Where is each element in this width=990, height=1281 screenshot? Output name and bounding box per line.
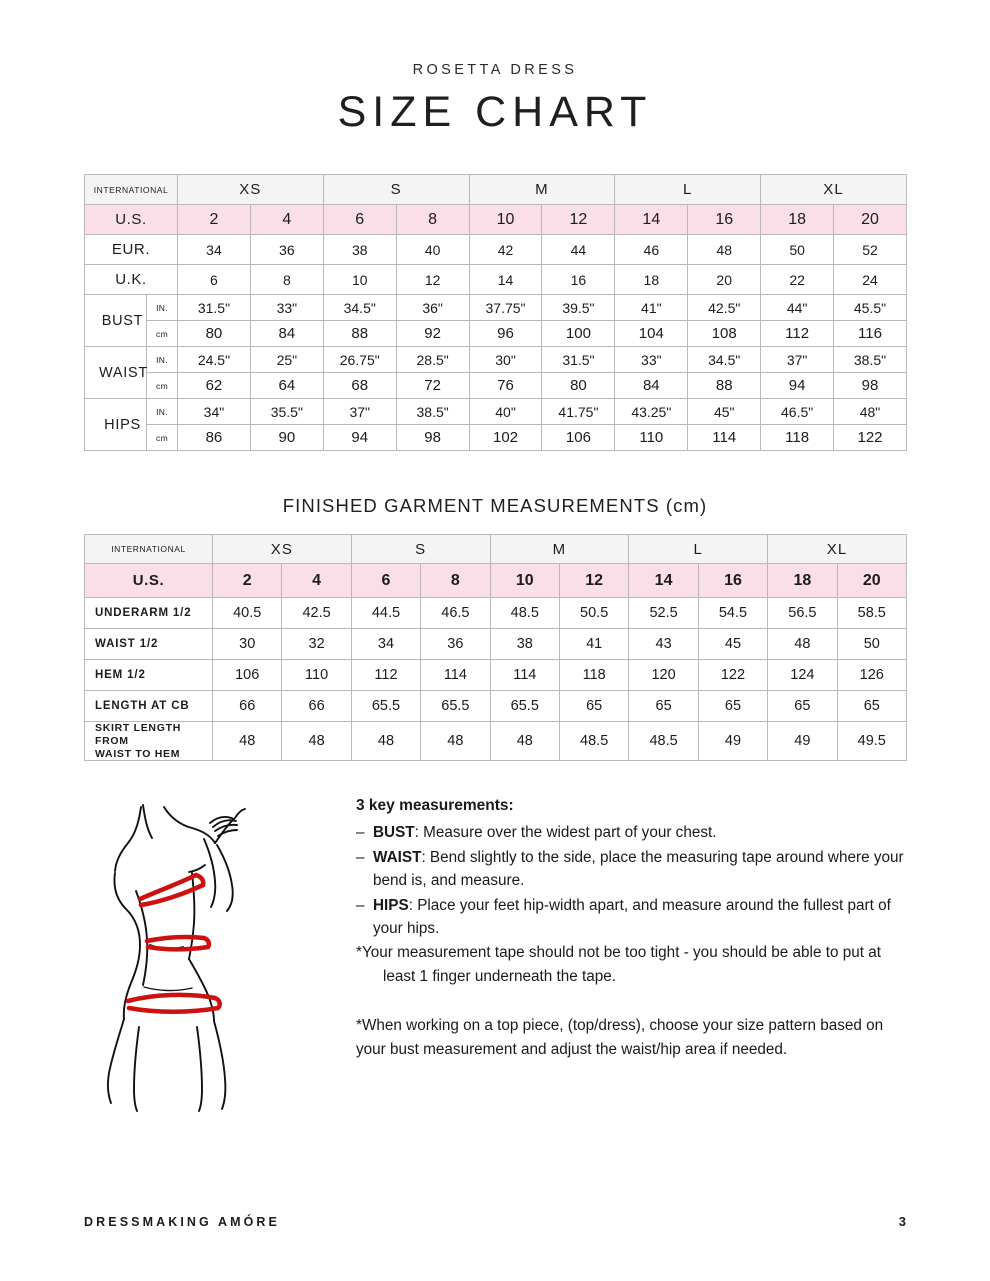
table-cell: 41: [559, 629, 628, 660]
international-label: INTERNATIONAL: [85, 535, 213, 564]
measurement-label-hips: HIPS: [85, 399, 147, 451]
table-row: [85, 425, 907, 451]
table-cell: 104: [615, 321, 688, 347]
table-row: [85, 347, 907, 373]
us-size-value: 10: [469, 205, 542, 235]
table-cell: 48: [421, 722, 490, 761]
table-cell: 24: [834, 265, 907, 295]
size-group-xs: XS: [178, 175, 324, 205]
table-cell: 76: [469, 373, 542, 399]
us-size-value: 8: [396, 205, 469, 235]
table-cell: 34": [178, 399, 251, 425]
garment-row-label: UNDERARM 1/2: [85, 598, 213, 629]
table-cell: 35.5": [250, 399, 323, 425]
table-cell: 48.5: [559, 722, 628, 761]
table-cell: 36": [396, 295, 469, 321]
table-cell: 38.5": [396, 399, 469, 425]
table-cell: 98: [834, 373, 907, 399]
table-cell: 48.5: [490, 598, 559, 629]
table-row: [85, 598, 907, 629]
table-cell: 44: [542, 235, 615, 265]
table-cell: 88: [323, 321, 396, 347]
table-cell: 37.75": [469, 295, 542, 321]
garment-row-label: WAIST 1/2: [85, 629, 213, 660]
dash-bullet: –: [356, 848, 365, 866]
us-size-value: 4: [250, 205, 323, 235]
table-cell: 54.5: [698, 598, 767, 629]
table-row: [85, 321, 907, 347]
table-cell: 114: [490, 660, 559, 691]
table-cell: 8: [250, 265, 323, 295]
us-size-value: 16: [698, 564, 767, 598]
table-cell: 50.5: [559, 598, 628, 629]
document-header: [0, 0, 990, 134]
row-label: U.K.: [85, 265, 178, 295]
us-label: U.S.: [85, 564, 213, 598]
us-size-row: [85, 564, 907, 598]
size-group-m: M: [469, 175, 615, 205]
table-cell: 43: [629, 629, 698, 660]
table-cell: 122: [834, 425, 907, 451]
table-cell: 42: [469, 235, 542, 265]
table-cell: 112: [761, 321, 834, 347]
table-cell: 48: [282, 722, 351, 761]
page-footer: [84, 1214, 906, 1229]
waist-tape: [147, 937, 204, 941]
table-cell: 31.5": [542, 347, 615, 373]
size-group-l: L: [615, 175, 761, 205]
us-size-value: 10: [490, 564, 559, 598]
table-cell: 84: [615, 373, 688, 399]
table-cell: 48: [490, 722, 559, 761]
key-measurement-item: – HIPS: Place your feet hip-width apart, and measure around the fullest part of your hips.: [356, 894, 906, 941]
table-cell: 100: [542, 321, 615, 347]
international-row: [85, 175, 907, 205]
table-cell: 126: [837, 660, 906, 691]
table-cell: 72: [396, 373, 469, 399]
size-group-xs: XS: [213, 535, 352, 564]
table-cell: 49: [768, 722, 837, 761]
table-cell: 114: [421, 660, 490, 691]
table-cell: 20: [688, 265, 761, 295]
size-group-s: S: [323, 175, 469, 205]
table-cell: 110: [615, 425, 688, 451]
table-cell: 24.5": [178, 347, 251, 373]
table-cell: 44": [761, 295, 834, 321]
us-size-value: 2: [178, 205, 251, 235]
table-row: [85, 373, 907, 399]
table-cell: 96: [469, 321, 542, 347]
table-row: [85, 399, 907, 425]
table-cell: 6: [178, 265, 251, 295]
us-size-value: 2: [213, 564, 282, 598]
table-cell: 12: [396, 265, 469, 295]
table-cell: 65: [559, 691, 628, 722]
table-cell: 46.5": [761, 399, 834, 425]
waist-tape-front: [148, 947, 208, 949]
table-cell: 48: [768, 629, 837, 660]
table-cell: 34: [178, 235, 251, 265]
table-cell: 39.5": [542, 295, 615, 321]
tape-tightness-note: *Your measurement tape should not be too tight - you should be able to put at least 1 finger underneath the tape.: [356, 944, 881, 985]
us-label: U.S.: [85, 205, 178, 235]
table-row: [85, 660, 907, 691]
table-cell: 49: [698, 722, 767, 761]
measurement-term: WAIST: [373, 848, 422, 866]
us-size-value: 18: [768, 564, 837, 598]
hip-tape: [128, 995, 215, 1001]
table-cell: 58.5: [837, 598, 906, 629]
table-cell: 52.5: [629, 598, 698, 629]
notes-heading: 3 key measurements:: [356, 797, 514, 815]
table-cell: 65: [698, 691, 767, 722]
table-cell: 38: [323, 235, 396, 265]
finished-garment-table: [84, 534, 907, 761]
measurement-term: HIPS: [373, 896, 409, 914]
table-cell: 90: [250, 425, 323, 451]
table-cell: 45": [688, 399, 761, 425]
garment-row-label: LENGTH AT CB: [85, 691, 213, 722]
international-label: INTERNATIONAL: [85, 175, 178, 205]
hip-tape-front: [129, 1008, 218, 1012]
table-cell: 38: [490, 629, 559, 660]
table-cell: 22: [761, 265, 834, 295]
table-cell: 48: [213, 722, 282, 761]
table-cell: 65: [837, 691, 906, 722]
measurement-label-waist: WAIST: [85, 347, 147, 399]
table-cell: 10: [323, 265, 396, 295]
table-cell: 118: [761, 425, 834, 451]
page-title: SIZE CHART: [337, 88, 653, 136]
table-cell: 108: [688, 321, 761, 347]
measurement-notes: [356, 789, 906, 1076]
us-size-value: 16: [688, 205, 761, 235]
table-cell: 42.5": [688, 295, 761, 321]
table-cell: 28.5": [396, 347, 469, 373]
table-cell: 45: [698, 629, 767, 660]
unit-inch-label: IN.: [147, 347, 178, 373]
us-size-row: [85, 205, 907, 235]
size-group-l: L: [629, 535, 768, 564]
table-cell: 25": [250, 347, 323, 373]
size-chart-table-wrapper: [0, 174, 990, 451]
row-label: EUR.: [85, 235, 178, 265]
table-cell: 50: [761, 235, 834, 265]
top-piece-note: *When working on a top piece, (top/dress), choose your size pattern based on your bust measurement and adjust the waist/hip area if needed.: [356, 1017, 884, 1058]
table-cell: 43.25": [615, 399, 688, 425]
dash-bullet: –: [356, 824, 365, 842]
table-cell: 31.5": [178, 295, 251, 321]
table-cell: 120: [629, 660, 698, 691]
measurement-term: BUST: [373, 824, 415, 842]
table-cell: 92: [396, 321, 469, 347]
garment-row-label: SKIRT LENGTH FROM WAIST TO HEM: [85, 722, 213, 761]
bust-tape: [140, 875, 196, 899]
table-cell: 48": [834, 399, 907, 425]
table-cell: 94: [761, 373, 834, 399]
table-cell: 14: [469, 265, 542, 295]
measurement-label-bust: BUST: [85, 295, 147, 347]
table-cell: 52: [834, 235, 907, 265]
table-cell: 36: [421, 629, 490, 660]
key-measurements-list: [356, 821, 906, 940]
table-cell: 65.5: [490, 691, 559, 722]
table-cell: 16: [542, 265, 615, 295]
table-row: [85, 295, 907, 321]
unit-inch-label: IN.: [147, 295, 178, 321]
table-cell: 41.75": [542, 399, 615, 425]
table-cell: 49.5: [837, 722, 906, 761]
table-cell: 30": [469, 347, 542, 373]
table-cell: 66: [213, 691, 282, 722]
table-cell: 48: [688, 235, 761, 265]
table-cell: 106: [542, 425, 615, 451]
us-size-value: 8: [421, 564, 490, 598]
finished-garment-table-wrapper: [0, 534, 990, 761]
table-cell: 56.5: [768, 598, 837, 629]
table-cell: 37": [761, 347, 834, 373]
us-size-value: 6: [323, 205, 396, 235]
table-row: [85, 265, 907, 295]
us-size-value: 12: [542, 205, 615, 235]
unit-cm-label: cm: [147, 373, 178, 399]
page-number: 3: [898, 1214, 906, 1229]
table-cell: 65: [629, 691, 698, 722]
table-row: [85, 722, 907, 761]
table-cell: 65.5: [421, 691, 490, 722]
table-cell: 88: [688, 373, 761, 399]
product-name: ROSETTA DRESS: [412, 62, 578, 78]
table-cell: 94: [323, 425, 396, 451]
table-cell: 40.5: [213, 598, 282, 629]
us-size-value: 18: [761, 205, 834, 235]
finished-garment-title: FINISHED GARMENT MEASUREMENTS (cm): [282, 495, 708, 516]
bottom-section: [0, 789, 990, 1115]
table-cell: 40: [396, 235, 469, 265]
key-measurement-item: – BUST: Measure over the widest part of your chest.: [356, 821, 906, 844]
table-cell: 112: [351, 660, 420, 691]
table-cell: 68: [323, 373, 396, 399]
table-cell: 118: [559, 660, 628, 691]
table-row: [85, 691, 907, 722]
table-cell: 46: [615, 235, 688, 265]
table-cell: 34: [351, 629, 420, 660]
table-cell: 46.5: [421, 598, 490, 629]
table-cell: 65: [768, 691, 837, 722]
unit-cm-label: cm: [147, 321, 178, 347]
table-row: [85, 235, 907, 265]
table-cell: 80: [178, 321, 251, 347]
table-cell: 102: [469, 425, 542, 451]
table-cell: 36: [250, 235, 323, 265]
table-cell: 42.5: [282, 598, 351, 629]
table-cell: 48.5: [629, 722, 698, 761]
size-group-xl: XL: [768, 535, 907, 564]
us-size-value: 14: [629, 564, 698, 598]
table-cell: 37": [323, 399, 396, 425]
brand-name: DRESSMAKING AMÓRE: [84, 1215, 280, 1229]
measurement-figure: [84, 789, 356, 1115]
table-cell: 44.5: [351, 598, 420, 629]
unit-inch-label: IN.: [147, 399, 178, 425]
size-group-xl: XL: [761, 175, 907, 205]
key-measurement-item: – WAIST: Bend slightly to the side, place the measuring tape around where your bend is, and measure.: [356, 846, 906, 893]
table-cell: 26.75": [323, 347, 396, 373]
torso-diagram-icon: [84, 795, 289, 1115]
table-cell: 86: [178, 425, 251, 451]
table-cell: 34.5": [323, 295, 396, 321]
table-cell: 80: [542, 373, 615, 399]
size-group-s: S: [351, 535, 490, 564]
us-size-value: 14: [615, 205, 688, 235]
table-cell: 30: [213, 629, 282, 660]
table-cell: 116: [834, 321, 907, 347]
table-cell: 50: [837, 629, 906, 660]
table-cell: 32: [282, 629, 351, 660]
table-cell: 34.5": [688, 347, 761, 373]
us-size-value: 20: [837, 564, 906, 598]
us-size-value: 6: [351, 564, 420, 598]
table-cell: 124: [768, 660, 837, 691]
table-cell: 18: [615, 265, 688, 295]
us-size-value: 12: [559, 564, 628, 598]
table-cell: 64: [250, 373, 323, 399]
table-cell: 84: [250, 321, 323, 347]
table-cell: 66: [282, 691, 351, 722]
dash-bullet: –: [356, 896, 365, 914]
table-cell: 33": [250, 295, 323, 321]
table-cell: 45.5": [834, 295, 907, 321]
table-cell: 40": [469, 399, 542, 425]
table-cell: 122: [698, 660, 767, 691]
table-cell: 65.5: [351, 691, 420, 722]
table-row: [85, 629, 907, 660]
table-cell: 110: [282, 660, 351, 691]
international-row: [85, 535, 907, 564]
garment-row-label: HEM 1/2: [85, 660, 213, 691]
table-cell: 41": [615, 295, 688, 321]
us-size-value: 4: [282, 564, 351, 598]
size-chart-table: [84, 174, 907, 451]
table-cell: 114: [688, 425, 761, 451]
us-size-value: 20: [834, 205, 907, 235]
table-cell: 106: [213, 660, 282, 691]
table-cell: 62: [178, 373, 251, 399]
table-cell: 48: [351, 722, 420, 761]
table-cell: 38.5": [834, 347, 907, 373]
unit-cm-label: cm: [147, 425, 178, 451]
table-cell: 98: [396, 425, 469, 451]
size-group-m: M: [490, 535, 629, 564]
table-cell: 33": [615, 347, 688, 373]
